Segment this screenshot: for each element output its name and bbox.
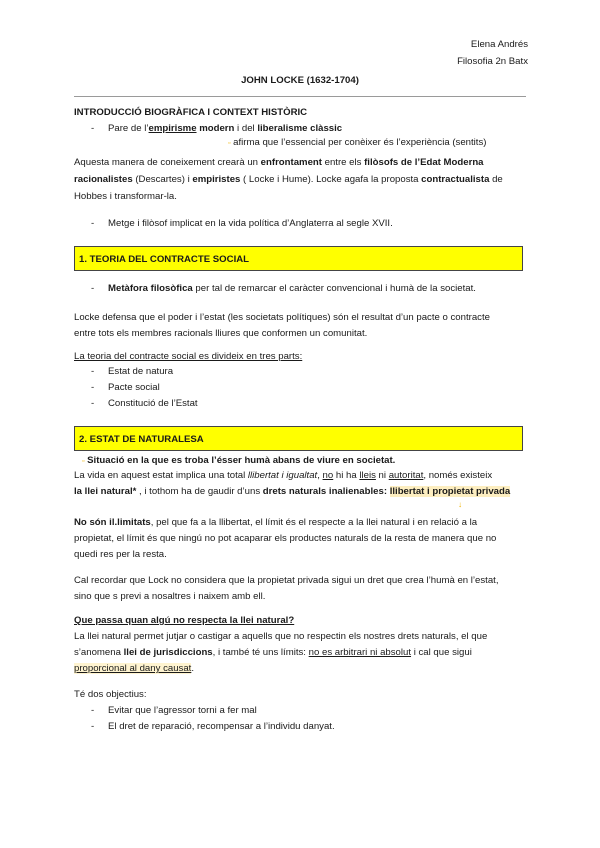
intro-paragraph-line-1: Aquesta manera de coneixement crearà un enfrontament entre els filòsofs de l’Edat Moderna xyxy=(74,157,484,168)
intro-paragraph-line-2: racionalistes (Descartes) i empiristes ( Locke i Hume). Locke agafa la proposta contractualista de xyxy=(74,174,503,185)
objectives-heading: Té dos objectius: xyxy=(74,689,147,700)
intro-heading: INTRODUCCIÓ BIOGRÀFICA I CONTEXT HISTÒRIC xyxy=(74,107,308,118)
bullet-dash: - xyxy=(91,283,95,294)
section-2-banner xyxy=(74,426,523,451)
section-2-lead: ▫ Situació en la que es troba l’ésser humà abans de viure en societat. xyxy=(82,455,396,466)
section-2-paragraph-line-1: No són il.limitats, pel que fa a la llibertat, el límit és el respecte a la llei natural i en relació a la xyxy=(74,517,478,528)
section-1-title: 1. TEORIA DEL CONTRACTE SOCIAL xyxy=(79,254,250,265)
section-2-title: 2. ESTAT DE NATURALESA xyxy=(79,434,204,445)
course-name: Filosofia 2n Batx xyxy=(457,56,528,67)
page-title: JOHN LOCKE (1632-1704) xyxy=(241,75,359,86)
question-heading: Que passa quan algú no respecta la llei natural? xyxy=(74,615,295,626)
parts-heading: La teoria del contracte social es divideix en tres parts: xyxy=(74,351,303,362)
bullet-dash: - xyxy=(91,398,95,409)
section-1-bullet: Metàfora filosòfica per tal de remarcar el caràcter convencional i humà de la societat. xyxy=(108,283,476,294)
intro-bullet-1: Pare de l’empirisme modern i del liberalisme clàssic xyxy=(108,123,343,134)
bullet-dash: - xyxy=(91,721,95,732)
section-2-paragraph-line-5: sino que s previ a nosaltres i naixem amb ell. xyxy=(74,591,266,602)
section-2-line-2: la llei natural* , i tothom ha de gaudir d’uns drets naturals inalienables: llibertat i propietat privada xyxy=(74,486,511,497)
author-name: Elena Andrés xyxy=(470,39,528,50)
objective-item: El dret de reparació, recompensar a l’individu danyat. xyxy=(108,721,335,732)
intro-bullet-2: Metge i filòsof implicat en la vida política d’Anglaterra al segle XVII. xyxy=(108,218,393,229)
intro-paragraph-line-3: Hobbes i transformar-la. xyxy=(74,191,177,202)
part-item: Pacte social xyxy=(108,382,160,393)
question-line-2: s’anomena llei de jurisdiccions, i també té uns límits: no es arbitrari ni absolut i cal que sigui xyxy=(74,647,472,658)
arrow-down-icon: ↓ xyxy=(458,500,462,509)
bullet-dash: - xyxy=(91,382,95,393)
bullet-dash: - xyxy=(91,123,95,134)
objective-item: Evitar que l’agressor torni a fer mal xyxy=(108,705,257,716)
question-line-1: La llei natural permet jutjar o castigar a aquells que no respectin els nostres drets naturals, el que xyxy=(74,631,488,642)
highlight-mark: ▫ xyxy=(82,458,85,465)
part-item: Constitució de l’Estat xyxy=(108,398,198,409)
question-line-3: proporcional al dany causat. xyxy=(74,663,195,674)
title-divider xyxy=(74,96,526,97)
section-1-banner xyxy=(74,246,523,271)
section-2-paragraph-line-2: propietat, el límit és que ningú no pot acaparar els productes naturals de la resta de manera que no xyxy=(74,533,497,544)
rights-highlight: llibertat i propietat privada xyxy=(389,486,511,497)
bullet-dash: - xyxy=(91,366,95,377)
section-1-paragraph-line-2: entre tots els membres racionals lliures que conformen un comunitat. xyxy=(74,328,368,339)
bullet-dash: - xyxy=(91,705,95,716)
section-2-paragraph-line-3: quedi res per la resta. xyxy=(74,549,167,560)
section-1-paragraph-line-1: Locke defensa que el poder i l’estat (les societats polítiques) són el resultat d’un pacte o contracte xyxy=(74,312,490,323)
bullet-dash: - xyxy=(91,218,95,229)
section-2-line-1: La vida en aquest estat implica una total llibertat i igualtat, no hi ha lleis ni autoritat, només existeix xyxy=(74,470,493,481)
section-2-paragraph-line-4: Cal recordar que Lock no considera que la propietat privada sigui un dret que crea l’humà en l’estat, xyxy=(74,575,499,586)
highlight-mark: ▫ xyxy=(228,140,231,147)
part-item: Estat de natura xyxy=(108,366,174,377)
intro-subpoint: ▫ afirma que l’essencial per conèixer és l’experiència (sentits) xyxy=(228,137,487,148)
